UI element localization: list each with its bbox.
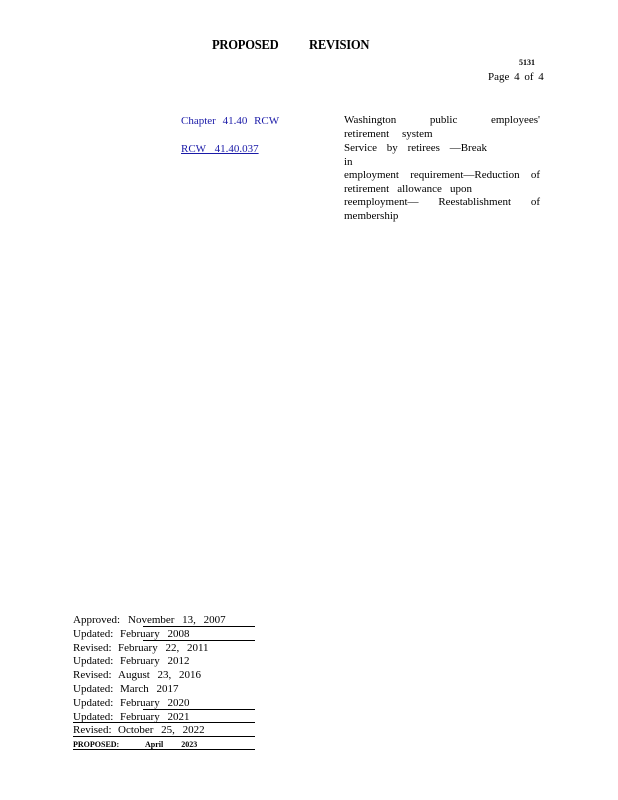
history-date: February 2021 xyxy=(120,710,190,723)
history-date: August 23, 2016 xyxy=(118,669,202,682)
history-label: Approved: xyxy=(73,614,121,626)
description-line: employment requirement—Reduction of xyxy=(344,169,540,182)
history-date: October 25, 2022 xyxy=(118,724,205,737)
history-label: PROPOSED: xyxy=(73,740,120,750)
history-label: Revised: xyxy=(73,669,112,682)
history-row-proposed xyxy=(73,738,255,751)
history-date: February 2020 xyxy=(120,696,190,709)
history-label: Updated: xyxy=(73,710,114,723)
history-row xyxy=(73,669,255,683)
history-date: February 2008 xyxy=(120,627,190,640)
history-date: November 13, 2007 xyxy=(128,614,226,626)
history-label: Updated: xyxy=(73,696,114,709)
citation-link[interactable]: RCW 41.40.037 xyxy=(181,143,259,155)
description-line: Washington public employees' xyxy=(344,114,540,126)
description-line: retirement allowance upon xyxy=(344,182,472,195)
description-line: Service by retirees —Break in xyxy=(344,142,487,168)
reference-citation-chapter[interactable] xyxy=(181,114,279,128)
history-label: Updated: xyxy=(73,682,114,695)
document-title xyxy=(212,38,369,54)
title-word-proposed: PROPOSED xyxy=(212,38,279,53)
history-row xyxy=(73,614,255,628)
history-label: Revised: xyxy=(73,641,112,654)
history-date: February 2012 xyxy=(120,655,190,668)
history-label: Revised: xyxy=(73,724,112,737)
history-row xyxy=(73,711,255,725)
reference-description-rcw xyxy=(344,142,540,224)
reference-description-chapter xyxy=(344,114,540,141)
history-row xyxy=(73,628,255,642)
history-row xyxy=(73,724,255,738)
citation-link[interactable]: Chapter 41.40 RCW xyxy=(181,115,280,127)
title-word-revision: REVISION xyxy=(309,38,370,53)
history-label: Updated: xyxy=(73,627,114,640)
history-date: March 2017 xyxy=(120,682,179,695)
description-line: membership xyxy=(344,209,399,222)
page-indicator: Page 4 of 4 xyxy=(488,71,544,83)
history-row xyxy=(73,683,255,697)
history-row xyxy=(73,655,255,669)
history-date: February 22, 2011 xyxy=(118,641,209,654)
description-line: reemployment— Reestablishment of xyxy=(344,196,540,209)
reference-citation-rcw[interactable] xyxy=(181,142,267,156)
history-label: Updated: xyxy=(73,655,114,668)
history-row xyxy=(73,642,255,656)
description-line: retirement system xyxy=(344,127,433,140)
history-date: April 2023 xyxy=(145,740,198,750)
policy-number: 5131 xyxy=(519,58,535,67)
revision-history xyxy=(73,614,255,751)
history-row xyxy=(73,697,255,711)
